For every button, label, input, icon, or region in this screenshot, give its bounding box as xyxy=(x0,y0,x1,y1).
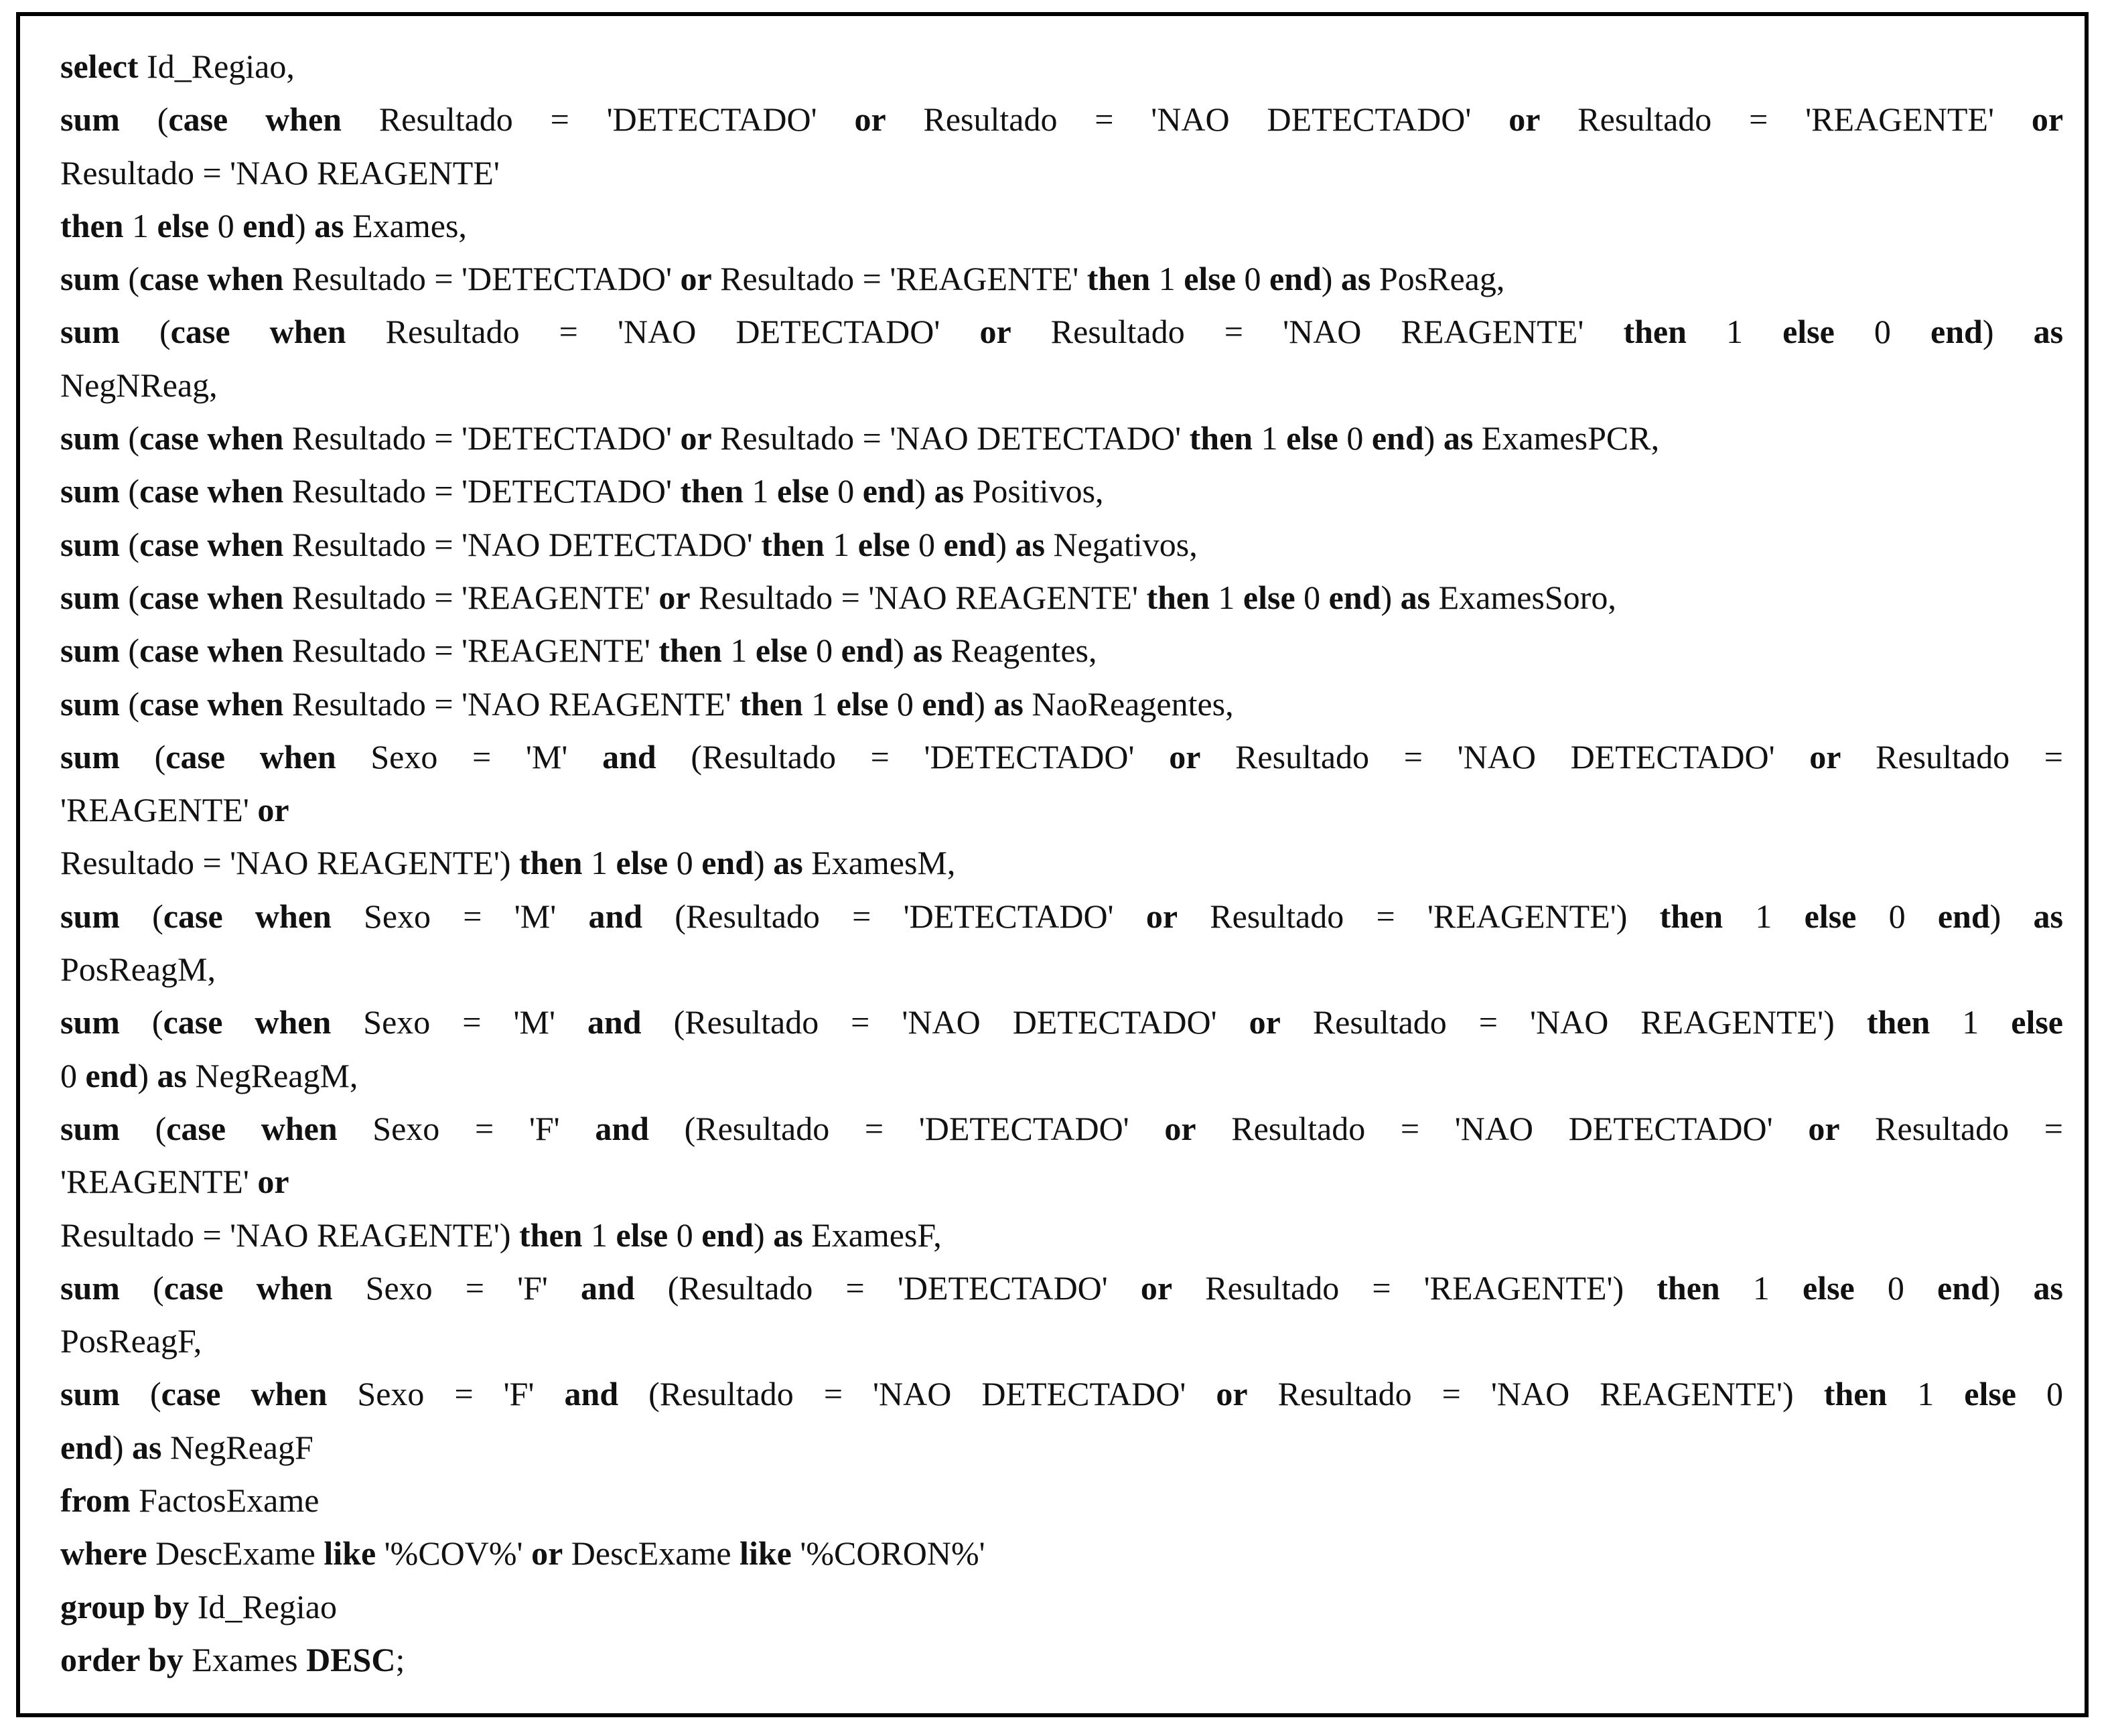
sql-text: FactosExame xyxy=(130,1481,320,1520)
sql-text: 1 xyxy=(802,684,837,723)
sql-keyword: or xyxy=(1145,897,1178,935)
sql-text: ExamesF, xyxy=(802,1216,942,1254)
sql-text: Id_Regiao xyxy=(189,1587,337,1625)
sql-keyword: end xyxy=(1937,897,1990,935)
sql-text: 0 xyxy=(1856,897,1938,935)
code-line xyxy=(60,465,2063,518)
sql-keyword: sum xyxy=(60,525,120,563)
sql-text: 0 xyxy=(1338,419,1372,457)
sql-keyword: sum xyxy=(60,100,120,139)
sql-text: ( xyxy=(119,1375,161,1413)
sql-keyword: else xyxy=(776,472,829,510)
sql-text: (Resultado = 'DETECTADO' xyxy=(634,1269,1141,1307)
sql-keyword: like xyxy=(740,1534,792,1573)
sql-text: Resultado = 'NAO REAGENTE' xyxy=(283,684,740,723)
sql-text: ( xyxy=(119,632,140,670)
code-line xyxy=(60,678,2063,731)
sql-text: ) xyxy=(914,472,934,510)
sql-text: Resultado = 'REAGENTE' xyxy=(711,260,1087,298)
sql-text: Resultado = 'NAO DETECTADO' xyxy=(886,100,1509,139)
sql-keyword: end xyxy=(85,1056,138,1094)
sql-keyword: case when xyxy=(163,1003,332,1041)
sql-text: Resultado = 'NAO REAGENTE') xyxy=(60,844,520,882)
sql-text: ( xyxy=(119,1109,167,1147)
code-line xyxy=(60,1581,2063,1634)
sql-keyword: select xyxy=(60,48,139,85)
sql-keyword: as xyxy=(912,632,943,670)
sql-text: 1 xyxy=(1253,419,1287,457)
sql-text: 1 xyxy=(582,1216,616,1254)
sql-keyword: end xyxy=(242,206,295,244)
sql-keyword: else xyxy=(157,206,210,244)
sql-text: Resultado = 'NAO REAGENTE') xyxy=(1280,1003,1867,1041)
sql-keyword: case when xyxy=(163,897,332,935)
sql-keyword: or xyxy=(1249,1003,1281,1041)
sql-text: ( xyxy=(119,897,163,935)
sql-keyword: as xyxy=(1340,260,1371,298)
sql-text: 0 xyxy=(668,1216,702,1254)
sql-text: 0 xyxy=(1235,260,1269,298)
sql-text: ( xyxy=(119,472,140,510)
sql-text: Resultado = 'REAGENTE') xyxy=(1178,897,1660,935)
sql-keyword: where xyxy=(60,1534,147,1573)
sql-keyword: end xyxy=(841,632,894,670)
sql-text: Resultado = 'NAO DETECTADO' xyxy=(1196,1109,1809,1147)
sql-keyword: or xyxy=(257,1163,289,1201)
code-line xyxy=(60,1634,2063,1686)
sql-keyword: then xyxy=(60,206,124,244)
sql-text: ; xyxy=(395,1640,405,1678)
sql-text: Resultado = 'NAO DETECTADO' xyxy=(1200,737,1810,776)
sql-keyword: sum xyxy=(60,1375,120,1413)
sql-keyword: end xyxy=(1328,578,1381,616)
sql-keyword: as xyxy=(1443,419,1474,457)
code-line xyxy=(60,1155,2063,1208)
code-line xyxy=(60,731,2063,784)
sql-keyword: else xyxy=(1964,1375,2016,1413)
sql-keyword: else xyxy=(1286,419,1338,457)
code-line xyxy=(60,1315,2063,1368)
sql-text: ExamesM, xyxy=(802,844,956,882)
sql-keyword: then xyxy=(658,632,722,670)
sql-keyword: sum xyxy=(60,260,120,298)
code-line xyxy=(60,147,2063,200)
sql-keyword: then xyxy=(1657,1269,1720,1307)
sql-keyword: and xyxy=(581,1269,635,1307)
sql-text: ( xyxy=(119,1269,164,1307)
sql-text: ) xyxy=(893,632,913,670)
sql-keyword: then xyxy=(519,1216,583,1254)
sql-text: 0 xyxy=(668,844,702,882)
sql-keyword: then xyxy=(1659,897,1724,935)
sql-keyword: sum xyxy=(60,419,120,457)
sql-keyword: then xyxy=(519,844,583,882)
sql-text: PosReagF, xyxy=(60,1322,202,1360)
sql-text: Sexo = 'F' xyxy=(327,1375,565,1413)
code-line xyxy=(60,1368,2063,1421)
code-line xyxy=(60,837,2063,889)
sql-keyword: as xyxy=(1400,578,1431,616)
sql-keyword: else xyxy=(1804,897,1857,935)
sql-text: ( xyxy=(119,578,140,616)
sql-text: ( xyxy=(119,313,171,351)
sql-keyword: as xyxy=(1015,525,1045,563)
sql-text: 1 xyxy=(1686,313,1783,351)
sql-keyword: as xyxy=(934,472,965,510)
sql-keyword: or xyxy=(680,419,712,457)
sql-text: Resultado = 'NAO REAGENTE') xyxy=(60,1216,520,1254)
sql-keyword: case when xyxy=(165,737,336,776)
sql-text: Resultado = 'NAO DETECTADO' xyxy=(711,419,1190,457)
sql-text: Reagentes, xyxy=(942,632,1097,670)
sql-keyword: like xyxy=(324,1534,376,1573)
sql-keyword: end xyxy=(1371,419,1424,457)
sql-text: ( xyxy=(119,737,166,776)
sql-text: Resultado = xyxy=(1839,1109,2064,1147)
code-line xyxy=(60,1050,2063,1102)
sql-keyword: then xyxy=(1823,1375,1888,1413)
code-line xyxy=(60,1102,2063,1155)
sql-keyword: or xyxy=(1169,737,1201,776)
sql-text: ExamesSoro, xyxy=(1430,578,1616,616)
sql-text: ) xyxy=(974,684,994,723)
sql-keyword: sum xyxy=(60,1003,120,1041)
sql-text: 'REAGENTE' xyxy=(60,791,258,829)
sql-text: Positivos, xyxy=(964,472,1104,510)
sql-text: Sexo = 'M' xyxy=(331,897,589,935)
sql-text: 1 xyxy=(721,632,756,670)
sql-text: (Resultado = 'NAO DETECTADO' xyxy=(618,1375,1216,1413)
sql-keyword: as xyxy=(2033,1269,2063,1307)
sql-text: ) xyxy=(754,844,774,882)
sql-text: 1 xyxy=(1719,1269,1803,1307)
sql-text: Resultado = 'NAO DETECTADO' xyxy=(346,313,980,351)
sql-text: 0 xyxy=(1854,1269,1937,1307)
sql-text: Sexo = 'M' xyxy=(331,1003,587,1041)
sql-keyword: and xyxy=(602,737,656,776)
code-line xyxy=(60,359,2063,412)
sql-keyword: else xyxy=(755,632,808,670)
sql-keyword: case when xyxy=(139,260,284,298)
sql-text: Resultado = 'REAGENTE') xyxy=(1172,1269,1657,1307)
sql-keyword: case when xyxy=(161,1375,328,1413)
sql-text: Resultado = 'NAO REAGENTE' xyxy=(60,153,500,192)
code-line xyxy=(60,1421,2063,1474)
sql-keyword: case when xyxy=(139,525,284,563)
sql-text: ( xyxy=(119,100,169,139)
sql-text: 1 xyxy=(1723,897,1805,935)
sql-keyword: case when xyxy=(139,578,284,616)
sql-keyword: as xyxy=(157,1056,187,1094)
sql-keyword: else xyxy=(616,1216,669,1254)
sql-text: PosReag, xyxy=(1370,260,1505,298)
sql-text: ) xyxy=(1989,1269,2034,1307)
sql-text: Resultado = 'NAO REAGENTE') xyxy=(1247,1375,1824,1413)
sql-keyword: or xyxy=(257,791,289,829)
sql-keyword: end xyxy=(701,844,754,882)
code-line xyxy=(60,1474,2063,1527)
sql-text: Sexo = 'M' xyxy=(336,737,603,776)
sql-text: 0 xyxy=(209,206,243,244)
sql-keyword: as xyxy=(993,684,1024,723)
sql-text: 1 xyxy=(1930,1003,2012,1041)
sql-text: ( xyxy=(119,684,140,723)
sql-text: Id_Regiao, xyxy=(138,48,295,85)
sql-text: Resultado = 'NAO REAGENTE' xyxy=(1011,313,1624,351)
code-line xyxy=(60,40,2063,93)
sql-text: Resultado = 'DETECTADO' xyxy=(283,472,681,510)
sql-keyword: sum xyxy=(60,897,120,935)
sql-keyword: and xyxy=(587,1003,642,1041)
sql-text: DescExame xyxy=(563,1534,740,1573)
sql-text: ) xyxy=(1989,897,2034,935)
sql-text: NegReagF xyxy=(161,1428,313,1466)
sql-text: NegNReag, xyxy=(60,366,218,404)
sql-text: ( xyxy=(119,419,140,457)
code-line xyxy=(60,518,2063,571)
sql-keyword: case when xyxy=(139,632,284,670)
sql-keyword: sum xyxy=(60,737,120,776)
code-line xyxy=(60,252,2063,305)
sql-keyword: order by xyxy=(60,1640,184,1678)
sql-keyword: else xyxy=(2011,1003,2063,1041)
sql-text: Negativos, xyxy=(1044,525,1198,563)
code-line xyxy=(60,1527,2063,1580)
code-line xyxy=(60,996,2063,1049)
sql-keyword: else xyxy=(836,684,889,723)
sql-text: 1 xyxy=(123,206,157,244)
sql-text: ) xyxy=(1381,578,1401,616)
sql-text: '%COV%' xyxy=(376,1534,532,1573)
sql-keyword: then xyxy=(740,684,803,723)
sql-text: Exames, xyxy=(344,206,467,244)
sql-text: Resultado = 'REAGENTE' xyxy=(283,578,659,616)
sql-keyword: DESC xyxy=(306,1640,396,1678)
sql-text: DescExame xyxy=(147,1534,324,1573)
sql-text: ( xyxy=(119,260,140,298)
sql-keyword: then xyxy=(1189,419,1253,457)
sql-keyword: as xyxy=(131,1428,162,1466)
sql-keyword: then xyxy=(1086,260,1151,298)
sql-keyword: else xyxy=(616,844,669,882)
sql-keyword: or xyxy=(1164,1109,1196,1147)
sql-keyword: case when xyxy=(170,313,346,351)
sql-keyword: or xyxy=(854,100,886,139)
code-line xyxy=(60,943,2063,996)
code-line xyxy=(60,624,2063,677)
sql-keyword: or xyxy=(1216,1375,1248,1413)
sql-text: Resultado = 'REAGENTE' xyxy=(283,632,659,670)
sql-keyword: from xyxy=(60,1481,131,1520)
sql-keyword: then xyxy=(1866,1003,1930,1041)
sql-keyword: sum xyxy=(60,632,120,670)
sql-text: 0 xyxy=(60,1056,86,1094)
sql-text: Sexo = 'F' xyxy=(332,1269,581,1307)
sql-text: PosReagM, xyxy=(60,950,216,989)
sql-keyword: end xyxy=(60,1428,113,1466)
sql-text: (Resultado = 'NAO DETECTADO' xyxy=(641,1003,1249,1041)
sql-text: ( xyxy=(119,525,140,563)
code-line xyxy=(60,784,2063,837)
sql-text: 0 xyxy=(829,472,863,510)
sql-keyword: case when xyxy=(139,419,284,457)
sql-text: NaoReagentes, xyxy=(1023,684,1234,723)
sql-keyword: sum xyxy=(60,1109,120,1147)
sql-keyword: or xyxy=(1809,737,1841,776)
sql-keyword: end xyxy=(701,1216,754,1254)
sql-text: 0 xyxy=(910,525,944,563)
sql-keyword: end xyxy=(922,684,975,723)
sql-text: ) xyxy=(754,1216,774,1254)
sql-text: ) xyxy=(1982,313,2034,351)
sql-keyword: then xyxy=(1146,578,1210,616)
sql-text: 1 xyxy=(824,525,858,563)
sql-text: 0 xyxy=(888,684,922,723)
sql-keyword: sum xyxy=(60,313,120,351)
sql-text: Resultado = 'REAGENTE' xyxy=(1540,100,2032,139)
sql-text: 1 xyxy=(1887,1375,1965,1413)
sql-keyword: or xyxy=(680,260,712,298)
sql-text: Sexo = 'F' xyxy=(337,1109,595,1147)
sql-keyword: or xyxy=(1140,1269,1173,1307)
code-line xyxy=(60,571,2063,624)
sql-keyword: as xyxy=(773,844,803,882)
sql-text: ) xyxy=(1423,419,1444,457)
code-line xyxy=(60,1209,2063,1262)
sql-keyword: sum xyxy=(60,472,120,510)
sql-text: 1 xyxy=(1150,260,1184,298)
sql-text: Resultado = 'NAO DETECTADO' xyxy=(283,525,762,563)
sql-keyword: or xyxy=(1508,100,1541,139)
sql-text: ) xyxy=(995,525,1015,563)
sql-text: (Resultado = 'DETECTADO' xyxy=(656,737,1170,776)
sql-text: ) xyxy=(112,1428,132,1466)
sql-text: 0 xyxy=(2016,1375,2064,1413)
sql-text: (Resultado = 'DETECTADO' xyxy=(648,1109,1165,1147)
code-line xyxy=(60,93,2063,146)
sql-keyword: as xyxy=(2033,313,2064,351)
sql-text: 0 xyxy=(807,632,841,670)
sql-keyword: case when xyxy=(139,684,284,723)
sql-keyword: and xyxy=(595,1109,649,1147)
sql-keyword: as xyxy=(773,1216,803,1254)
sql-text: ExamesPCR, xyxy=(1473,419,1660,457)
sql-keyword: case when xyxy=(166,1109,338,1147)
sql-keyword: sum xyxy=(60,1269,120,1307)
sql-keyword: else xyxy=(1802,1269,1855,1307)
code-line xyxy=(60,200,2063,252)
sql-text: 'REAGENTE' xyxy=(60,1163,258,1201)
sql-text: Resultado = xyxy=(1841,737,2063,776)
sql-text: ) xyxy=(1321,260,1341,298)
code-line xyxy=(60,1262,2063,1315)
sql-keyword: or xyxy=(979,313,1011,351)
sql-keyword: else xyxy=(1782,313,1835,351)
sql-text: 0 xyxy=(1834,313,1931,351)
sql-keyword: end xyxy=(1269,260,1322,298)
sql-keyword: and xyxy=(588,897,643,935)
sql-keyword: and xyxy=(564,1375,619,1413)
sql-text: Exames xyxy=(183,1640,307,1678)
sql-keyword: or xyxy=(2031,100,2064,139)
sql-keyword: end xyxy=(862,472,915,510)
sql-keyword: sum xyxy=(60,578,120,616)
sql-keyword: or xyxy=(1808,1109,1840,1147)
sql-keyword: group by xyxy=(60,1587,190,1625)
sql-text: 1 xyxy=(743,472,777,510)
sql-keyword: then xyxy=(680,472,744,510)
sql-text: 0 xyxy=(1295,578,1329,616)
sql-keyword: case when xyxy=(168,100,342,139)
sql-text: Resultado = 'NAO REAGENTE' xyxy=(690,578,1147,616)
sql-text: 1 xyxy=(1209,578,1243,616)
sql-text: '%CORON%' xyxy=(791,1534,985,1573)
sql-keyword: else xyxy=(1184,260,1236,298)
sql-keyword: else xyxy=(1243,578,1295,616)
sql-keyword: end xyxy=(943,525,996,563)
code-line xyxy=(60,890,2063,943)
sql-text: ) xyxy=(137,1056,157,1094)
sql-keyword: else xyxy=(857,525,910,563)
sql-code-box xyxy=(16,12,2089,1717)
sql-keyword: end xyxy=(1930,313,1983,351)
sql-keyword: case when xyxy=(139,472,284,510)
sql-keyword: end xyxy=(1937,1269,1989,1307)
sql-text: 1 xyxy=(582,844,616,882)
sql-keyword: then xyxy=(1623,313,1687,351)
sql-keyword: or xyxy=(658,578,691,616)
code-line xyxy=(60,305,2063,358)
sql-text: NegReagM, xyxy=(186,1056,358,1094)
sql-keyword: or xyxy=(531,1534,563,1573)
sql-query-text xyxy=(60,40,2063,1686)
sql-text: ( xyxy=(119,1003,163,1041)
sql-text: Resultado = 'DETECTADO' xyxy=(342,100,855,139)
sql-keyword: sum xyxy=(60,684,120,723)
sql-keyword: as xyxy=(314,206,344,244)
sql-text: Resultado = 'DETECTADO' xyxy=(283,419,681,457)
code-line xyxy=(60,412,2063,465)
sql-text: (Resultado = 'DETECTADO' xyxy=(642,897,1146,935)
sql-keyword: then xyxy=(761,525,825,563)
sql-keyword: case when xyxy=(163,1269,333,1307)
sql-keyword: as xyxy=(2033,897,2063,935)
sql-text: Resultado = 'DETECTADO' xyxy=(283,260,681,298)
sql-text: ) xyxy=(295,206,315,244)
